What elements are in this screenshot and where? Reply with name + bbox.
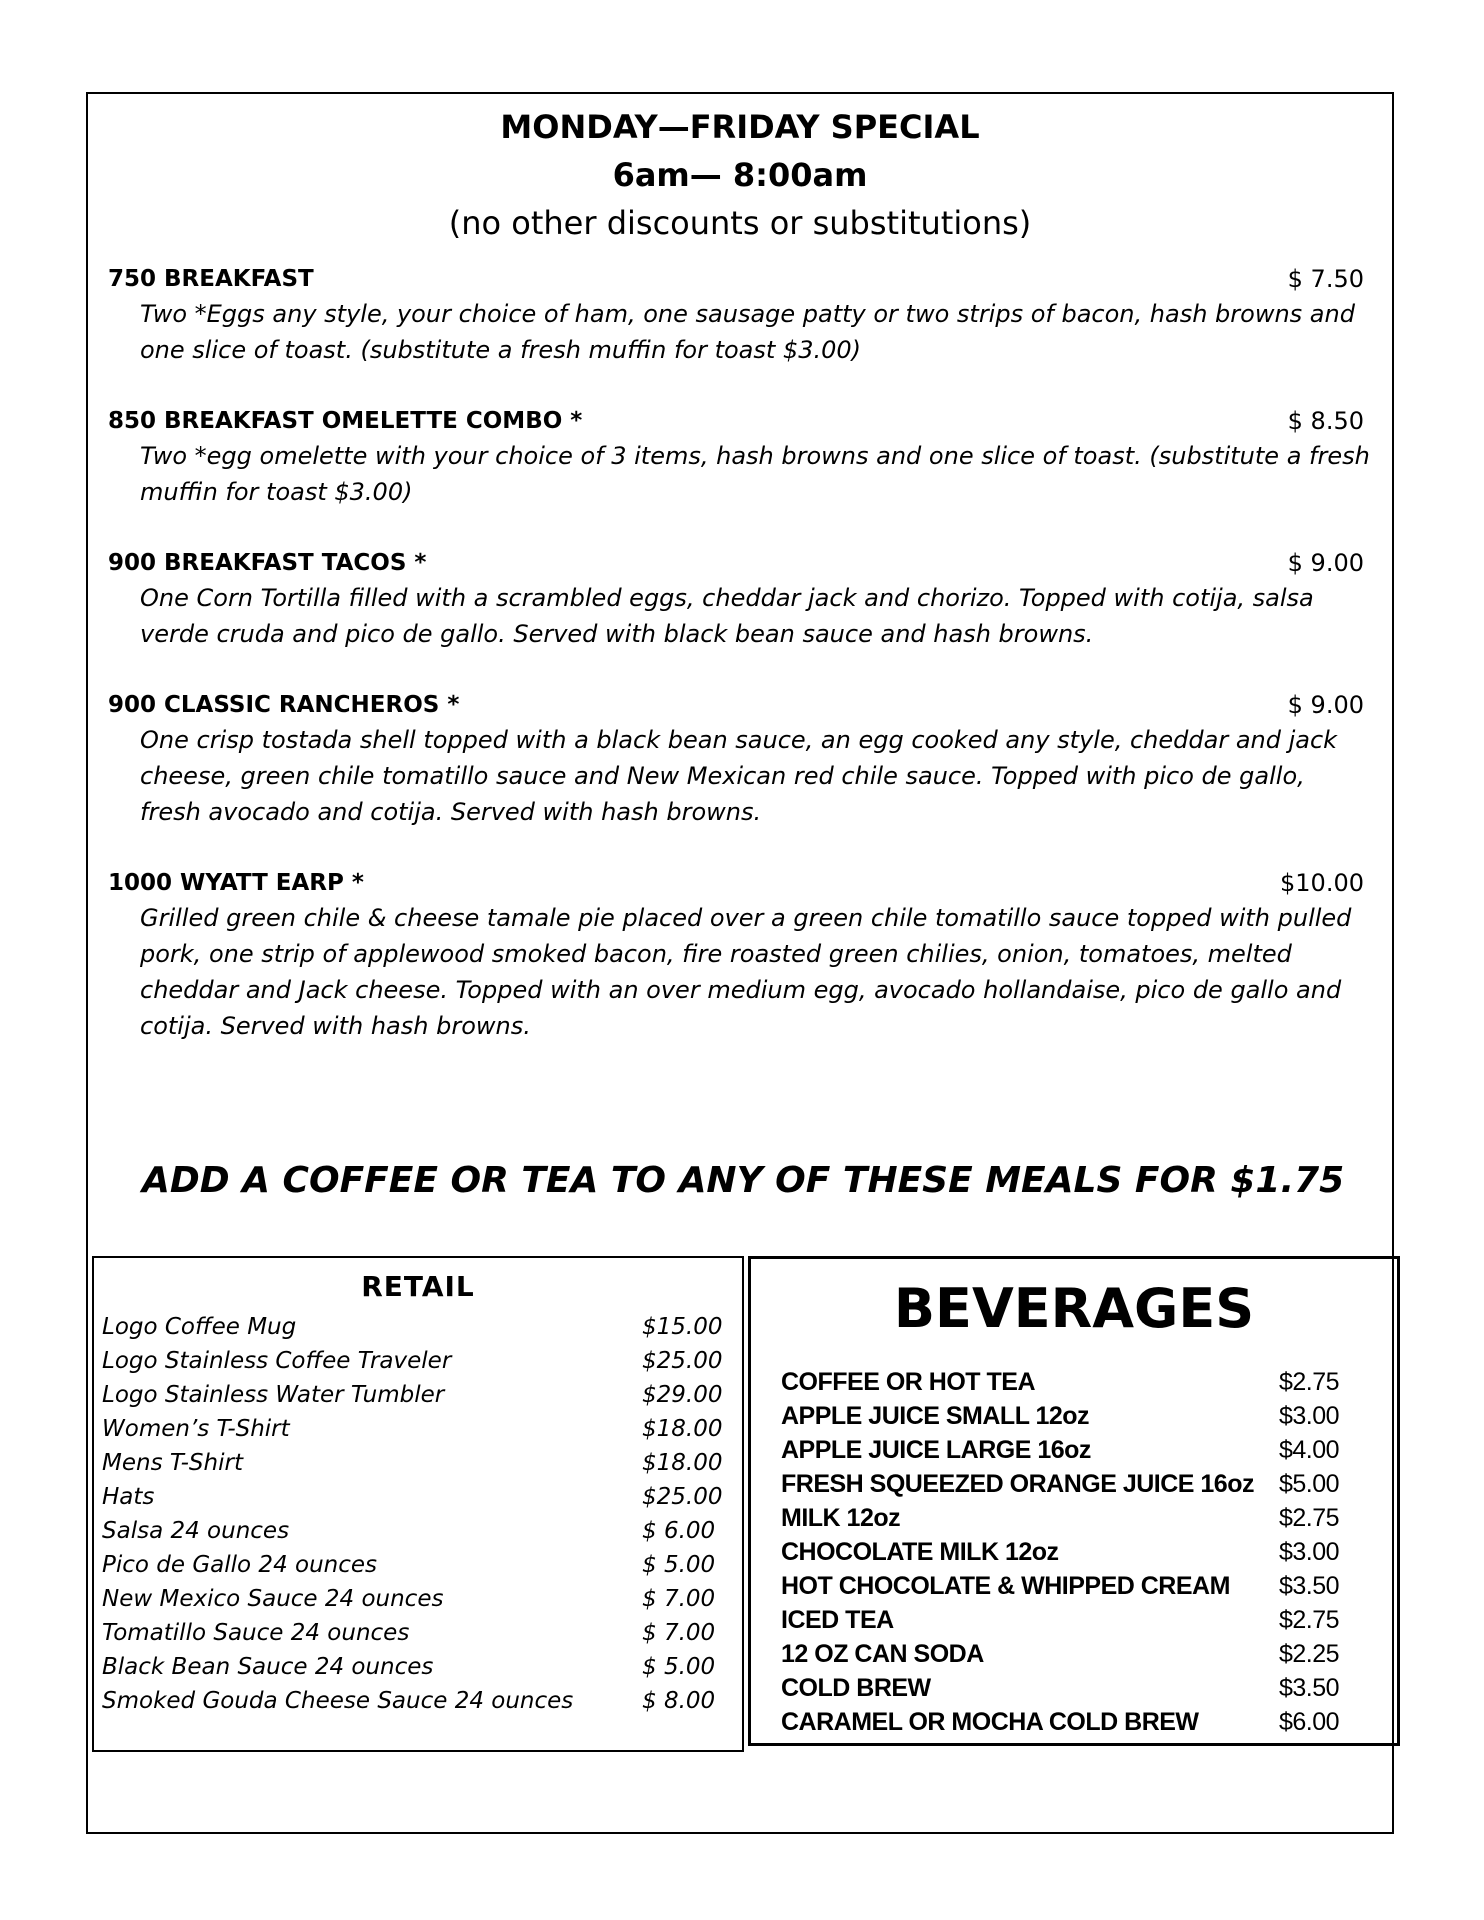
menu-item-price: $ 9.00 [1287, 691, 1364, 719]
beverages-list [781, 1365, 1381, 1739]
retail-box [92, 1256, 744, 1752]
beverage-price: $2.75 [1279, 1606, 1340, 1634]
retail-item-name: Salsa 24 ounces [102, 1518, 290, 1544]
menu-item [108, 262, 1370, 368]
retail-item-price: $ 6.00 [642, 1518, 716, 1544]
menu-item-price: $ 8.50 [1287, 407, 1364, 435]
beverage-row [781, 1365, 1381, 1399]
retail-title: RETAIL [361, 1270, 475, 1303]
retail-item-price: $18.00 [642, 1416, 723, 1442]
retail-row [102, 1310, 732, 1344]
menu-item-description: Grilled green chile & cheese tamale pie placed over a green chile tomatillo sauce topped with pulled pork, one strip of applewood smoked bacon, fire roasted green chilies, onion, tomatoes, melted cheddar and Jack cheese. Topped with an over medium egg, avocado hollandaise, pico de gallo and cotija. Served with hash browns. [140, 904, 1352, 1040]
beverage-row [781, 1705, 1381, 1739]
retail-item-name: Pico de Gallo 24 ounces [102, 1552, 378, 1578]
retail-item-price: $ 5.00 [642, 1552, 716, 1578]
beverage-price: $5.00 [1279, 1470, 1340, 1498]
beverage-name: APPLE JUICE LARGE 16oz [781, 1436, 1091, 1464]
menu-item-name: 900 BREAKFAST TACOS * [108, 550, 427, 576]
beverage-row [781, 1467, 1381, 1501]
retail-item-price: $25.00 [642, 1348, 723, 1374]
beverage-price: $4.00 [1279, 1436, 1340, 1464]
retail-item-price: $ 7.00 [642, 1586, 716, 1612]
retail-item-name: Tomatillo Sauce 24 ounces [102, 1620, 410, 1646]
retail-row [102, 1378, 732, 1412]
retail-item-name: Smoked Gouda Cheese Sauce 24 ounces [102, 1688, 574, 1714]
special-title: MONDAY—FRIDAY SPECIAL [500, 108, 980, 146]
menu-item-description: One crisp tostada shell topped with a black bean sauce, an egg cooked any style, cheddar and jack cheese, green chile tomatillo sauce and New Mexican red chile sauce. Topped with pico de gallo, fresh avocado and cotija. Served with hash browns. [140, 726, 1338, 826]
beverage-row [781, 1433, 1381, 1467]
beverage-name: COLD BREW [781, 1674, 931, 1702]
retail-item-name: New Mexico Sauce 24 ounces [102, 1586, 444, 1612]
retail-row [102, 1650, 732, 1684]
retail-item-name: Hats [102, 1484, 155, 1510]
menu-item-description: Two *Eggs any style, your choice of ham, one sausage patty or two strips of bacon, hash browns and one slice of toast. (substitute a fresh muffin for toast $3.00) [140, 300, 1355, 364]
menu-item-name: 750 BREAKFAST [108, 266, 314, 292]
beverage-row [781, 1637, 1381, 1671]
retail-item-price: $29.00 [642, 1382, 723, 1408]
retail-item-price: $ 7.00 [642, 1620, 716, 1646]
retail-row [102, 1412, 732, 1446]
retail-item-name: Logo Stainless Water Tumbler [102, 1382, 445, 1408]
retail-item-price: $ 5.00 [642, 1654, 716, 1680]
beverages-box [748, 1256, 1400, 1746]
retail-item-price: $ 8.00 [642, 1688, 716, 1714]
retail-item-name: Women’s T-Shirt [102, 1416, 290, 1442]
retail-item-name: Mens T-Shirt [102, 1450, 243, 1476]
menu-item [108, 866, 1370, 1044]
beverage-price: $3.50 [1279, 1674, 1340, 1702]
beverage-name: HOT CHOCOLATE & WHIPPED CREAM [781, 1572, 1230, 1600]
menu-item-description: One Corn Tortilla filled with a scrambled eggs, cheddar jack and chorizo. Topped with cotija, salsa verde cruda and pico de gallo. Served with black bean sauce and hash browns. [140, 584, 1314, 648]
retail-item-price: $25.00 [642, 1484, 723, 1510]
menu-item-price: $ 9.00 [1287, 549, 1364, 577]
retail-row [102, 1514, 732, 1548]
beverage-row [781, 1501, 1381, 1535]
beverage-price: $2.75 [1279, 1368, 1340, 1396]
menu-item-price: $10.00 [1280, 869, 1364, 897]
beverage-name: ICED TEA [781, 1606, 894, 1634]
retail-row [102, 1616, 732, 1650]
retail-list [102, 1310, 732, 1718]
retail-row [102, 1684, 732, 1718]
retail-row [102, 1344, 732, 1378]
beverage-name: CARAMEL OR MOCHA COLD BREW [781, 1708, 1199, 1736]
retail-item-name: Black Bean Sauce 24 ounces [102, 1654, 434, 1680]
menu-item-name: 1000 WYATT EARP * [108, 870, 364, 896]
menu-item-name: 900 CLASSIC RANCHEROS * [108, 692, 460, 718]
beverage-name: FRESH SQUEEZED ORANGE JUICE 16oz [781, 1470, 1254, 1498]
retail-item-price: $18.00 [642, 1450, 723, 1476]
menu-item [108, 546, 1370, 652]
beverage-price: $3.50 [1279, 1572, 1340, 1600]
beverage-price: $3.00 [1279, 1402, 1340, 1430]
special-note: (no other discounts or substitutions) [448, 204, 1032, 242]
menu-item-description: Two *egg omelette with your choice of 3 items, hash browns and one slice of toast. (substitute a fresh muffin for toast $3.00) [140, 442, 1370, 506]
retail-row [102, 1480, 732, 1514]
retail-row [102, 1548, 732, 1582]
beverage-price: $6.00 [1279, 1708, 1340, 1736]
retail-item-name: Logo Coffee Mug [102, 1314, 297, 1340]
beverage-price: $3.00 [1279, 1538, 1340, 1566]
retail-row [102, 1582, 732, 1616]
beverage-row [781, 1603, 1381, 1637]
menu-item [108, 404, 1370, 510]
menu-item [108, 688, 1370, 830]
menu-item-name: 850 BREAKFAST OMELETTE COMBO * [108, 408, 583, 434]
special-hours: 6am— 8:00am [612, 156, 868, 194]
beverage-name: APPLE JUICE SMALL 12oz [781, 1402, 1090, 1430]
menu-page-frame [86, 92, 1394, 1834]
beverage-row [781, 1569, 1381, 1603]
beverage-row [781, 1671, 1381, 1705]
beverages-title: BEVERAGES [893, 1277, 1255, 1340]
beverage-row [781, 1535, 1381, 1569]
retail-item-name: Logo Stainless Coffee Traveler [102, 1348, 452, 1374]
retail-item-price: $15.00 [642, 1314, 723, 1340]
menu-item-price: $ 7.50 [1287, 265, 1364, 293]
beverage-price: $2.25 [1279, 1640, 1340, 1668]
beverage-name: 12 OZ CAN SODA [781, 1640, 984, 1668]
beverage-row [781, 1399, 1381, 1433]
beverage-price: $2.75 [1279, 1504, 1340, 1532]
retail-row [102, 1446, 732, 1480]
beverage-name: COFFEE OR HOT TEA [781, 1368, 1035, 1396]
beverage-name: CHOCOLATE MILK 12oz [781, 1538, 1059, 1566]
coffee-promo: ADD A COFFEE OR TEA TO ANY OF THESE MEALS FOR $1.75 [142, 1160, 1345, 1201]
beverage-name: MILK 12oz [781, 1504, 901, 1532]
